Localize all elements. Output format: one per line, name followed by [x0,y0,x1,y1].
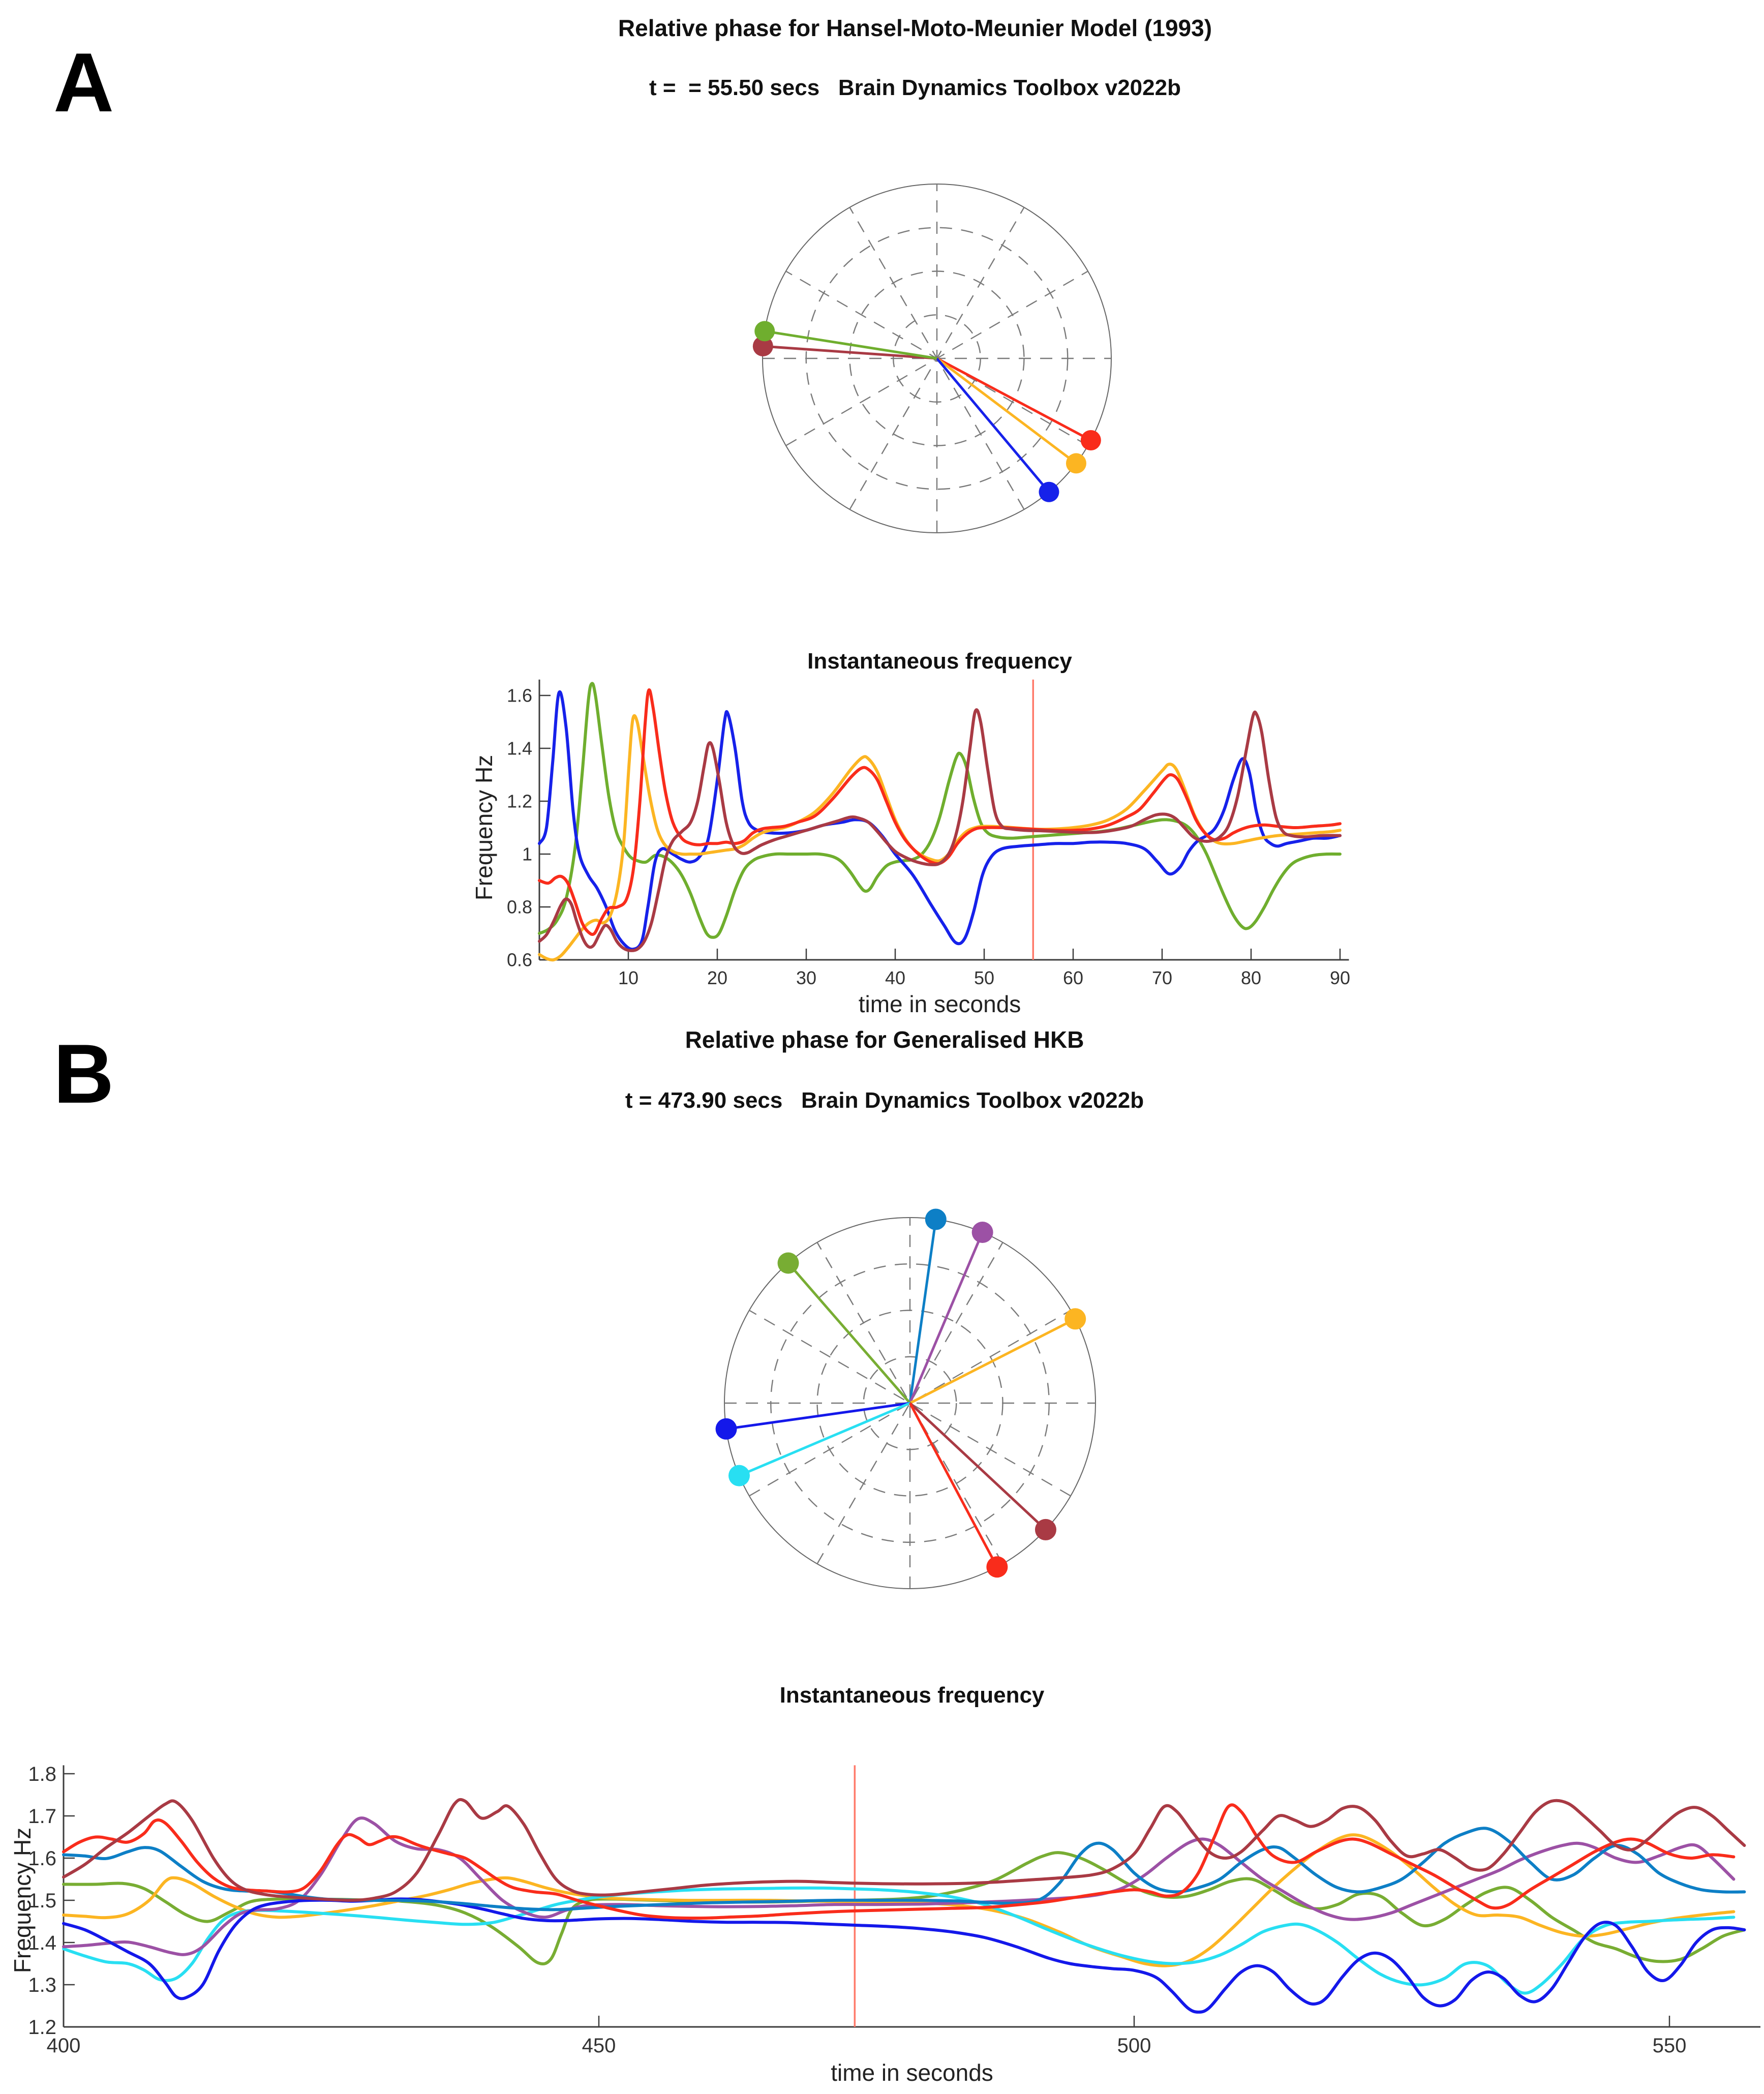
series-purple [64,1818,1733,1955]
panel-a-subtitle: t = = 55.50 secs Brain Dynamics Toolbox v2022b [649,75,1181,100]
phase-dot-osc-yellow [1065,1308,1086,1329]
x-tick-label: 20 [707,967,728,988]
phase-vector-osc-yellow [910,1319,1075,1403]
phase-dot-osc-red [986,1556,1008,1577]
y-tick-label: 0.8 [506,896,532,918]
series-crimson [64,1800,1744,1900]
phase-dot-osc-darkblue [716,1418,737,1440]
panel-a-title: Relative phase for Hansel-Moto-Meunier Model (1993) [618,15,1212,41]
phase-dot-osc-green [778,1253,799,1274]
x-tick-label: 80 [1240,967,1262,988]
y-tick-label: 1.5 [28,1890,56,1912]
series-green [539,683,1340,937]
x-tick-label: 10 [618,967,639,988]
x-tick-label: 450 [582,2035,616,2057]
x-tick-label: 40 [885,967,906,988]
y-tick-label: 1.2 [506,791,532,812]
panel-b-title: Relative phase for Generalised HKB [685,1026,1084,1053]
phase-vector-osc-orange [937,358,1076,463]
y-tick-label: 1 [522,843,532,865]
phase-polar-plot-a [728,150,1145,567]
phase-dot-osc-crimson [1035,1519,1056,1540]
y-tick-label: 1.4 [28,1932,56,1954]
freq-plot-a [458,630,1398,1027]
panel-b-ylabel: Frequency Hz [9,1827,36,1974]
panel-b-freq-title: Instantaneous frequency [779,1683,1045,1708]
phase-vector-osc-blue [937,358,1049,492]
panel-a-label: A [53,36,114,129]
x-tick-label: 70 [1151,967,1173,988]
x-tick-label: 50 [974,967,995,988]
phase-dot-osc-red [1081,430,1101,450]
y-tick-label: 1.4 [506,738,532,759]
x-tick-label: 90 [1329,967,1351,988]
phase-vector-osc-green [765,331,937,358]
phase-dot-osc-blue [1039,482,1059,502]
y-tick-label: 1.7 [28,1805,56,1828]
phase-dot-osc-steelblue [925,1209,947,1230]
panel-a-xlabel: time in seconds [858,991,1021,1017]
y-tick-label: 1.3 [28,1974,56,1996]
panel-a-ylabel: Frequency Hz [471,754,497,901]
freq-plot-b [0,1718,1764,2094]
phase-vector-osc-red [937,358,1091,440]
phase-dot-osc-purple [972,1222,993,1243]
panel-b-xlabel: time in seconds [831,2059,993,2086]
y-tick-label: 1.8 [28,1763,56,1785]
x-tick-label: 60 [1062,967,1084,988]
phase-vector-osc-crimson [910,1403,1046,1530]
y-tick-label: 1.6 [28,1847,56,1870]
phase-dot-osc-orange [1066,453,1086,473]
y-tick-label: 1.6 [506,685,532,706]
panel-b-subtitle: t = 473.90 secs Brain Dynamics Toolbox v2022b [625,1088,1144,1113]
phase-polar-plot-b [702,1195,1118,1612]
phase-dot-osc-cyan [728,1465,750,1486]
x-tick-label: 30 [796,967,817,988]
x-tick-label: 400 [46,2035,81,2057]
phase-dot-osc-green [754,321,775,341]
x-tick-label: 500 [1117,2035,1151,2057]
phase-vector-osc-green [788,1263,910,1403]
x-tick-label: 550 [1652,2035,1687,2057]
panel-a-freq-title: Instantaneous frequency [807,649,1072,674]
y-tick-label: 1.2 [28,2016,56,2039]
panel-b-label: B [53,1027,114,1120]
y-tick-label: 0.6 [506,949,532,970]
